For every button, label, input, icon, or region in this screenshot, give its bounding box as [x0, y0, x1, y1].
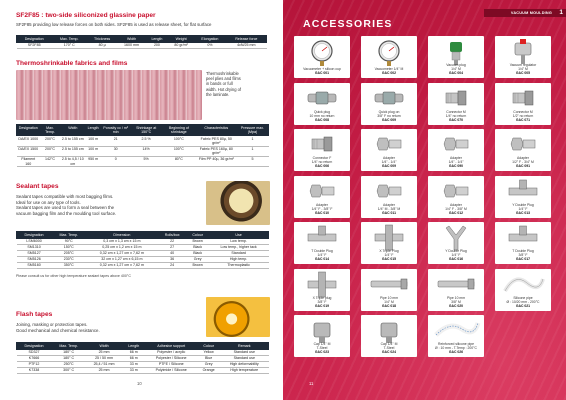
table-cell: 22 — [158, 238, 187, 244]
table-cell: 5% — [131, 156, 162, 166]
accessory-card — [495, 129, 551, 171]
thermo-side-line: Thermoshrinkable — [206, 71, 239, 76]
table-header-cell: Shrinkage at 150°C — [131, 125, 162, 136]
accessory-code: GAC 002 — [381, 71, 397, 76]
table-header-cell: Rolls/box — [158, 232, 187, 239]
gauge-icon — [361, 36, 417, 68]
table-header-cell: Porosity cc / m² min — [101, 125, 131, 136]
table-cell: Brown — [186, 238, 208, 244]
accessory-card — [495, 176, 551, 218]
accessory-label: Vacuum plug — [446, 63, 466, 68]
accessory-card — [294, 129, 350, 171]
accessory-caption — [428, 204, 484, 216]
accessory-label: Y Double Plug — [512, 202, 534, 207]
table-cell: High temp. — [209, 256, 269, 262]
flash-title: Flash tapes — [16, 311, 53, 318]
thermo-table — [16, 124, 269, 167]
table-header-cell: Max. Temp. — [52, 343, 86, 350]
accessory-caption — [361, 157, 417, 169]
table-cell: 1600 mm — [118, 42, 146, 48]
table-cell: 200°C — [40, 146, 60, 156]
table-cell: Polyester / Silicone — [145, 355, 197, 361]
thermo-side-line: the laminate. — [206, 91, 230, 97]
accessory-label: 1/4" F — [518, 206, 528, 211]
accessory-card — [428, 269, 484, 311]
table-cell: 25 mm — [86, 367, 123, 373]
accessory-caption — [294, 250, 350, 262]
table-header-cell: Beginning of shrinkage — [162, 125, 197, 136]
accessory-label: 1/2" F - 3/4" M — [512, 160, 534, 165]
accessory-label: Cap 1/4" M — [313, 342, 331, 347]
table-cell: 2.5 % — [131, 136, 162, 146]
table-row — [17, 146, 269, 156]
table-cell: SM5127 — [17, 250, 52, 256]
accessory-code: GAC 015 — [381, 257, 397, 262]
accessory-code: GAC 009 — [381, 164, 397, 169]
table-cell: High deformability — [220, 361, 268, 367]
table-header-cell: Designation — [17, 36, 52, 43]
table-cell: Orange — [197, 367, 220, 373]
table-cell: Polyimide / Silicone — [145, 367, 197, 373]
accessory-caption — [495, 250, 551, 262]
accessory-label: 1/4" F — [317, 253, 327, 258]
table-cell: 36 — [158, 256, 187, 262]
accessory-code: GAC 070 — [448, 117, 464, 122]
accessory-label: Ø : 10 mm - T.Temp : 200°C — [435, 346, 477, 351]
table-header-cell: Colour — [186, 232, 208, 239]
table-cell: Fabric PES 80µ, 50 gr/m² — [196, 136, 236, 146]
accessory-label: T Double Plug — [311, 249, 333, 254]
table-header-cell: Designation — [17, 125, 41, 136]
sealant-note: Please consult us for other high temperature sealant tapes above 400°C — [16, 274, 131, 278]
table-cell: 25 / 50 mm — [86, 355, 123, 361]
accessory-card — [361, 83, 417, 125]
table-header-cell: Width — [60, 125, 86, 136]
table-cell: 0,32 cm x 1,27 cm x 7,62 m — [86, 250, 158, 256]
table-cell: 2.5 to 4,5 / 10 cm — [61, 157, 84, 166]
accessory-caption — [361, 250, 417, 262]
accessory-caption — [361, 343, 417, 355]
accessory-code: GAC 001 — [314, 71, 330, 76]
thermo-side-line: width. Hot drying of — [206, 86, 242, 92]
table-cell: Standard use — [220, 349, 268, 355]
accessory-label: 3/8" M — [451, 299, 461, 304]
accessory-code: GAC 011 — [382, 210, 396, 215]
table-cell: 90°C — [52, 238, 86, 244]
accessory-card — [428, 222, 484, 264]
accessory-code: GAC 013 — [515, 210, 531, 215]
accessory-caption — [495, 204, 551, 216]
accessory-label: Pipe 10 mm — [379, 295, 399, 300]
accessory-caption — [294, 68, 350, 76]
table-cell: 27 — [158, 244, 187, 250]
accessory-card — [294, 83, 350, 125]
thermo-side-line: in bands or full — [206, 81, 233, 87]
accessory-label: 1/4" M — [384, 299, 394, 304]
accessory-code: GAC 005 — [515, 71, 531, 76]
accessory-card — [294, 269, 350, 311]
accessory-card — [495, 83, 551, 125]
accessory-caption — [495, 297, 551, 309]
table-header-cell: Characteristics — [196, 125, 236, 136]
table-cell: 300° C — [52, 367, 86, 373]
accessory-code: GAC 091 — [515, 164, 531, 169]
accessory-card — [495, 36, 551, 78]
table-cell: 0 — [101, 156, 131, 166]
accessory-caption — [495, 157, 551, 169]
table-cell: SM1310 — [17, 244, 52, 250]
accessory-caption — [428, 157, 484, 169]
accessory-label: T-Steel — [383, 346, 395, 351]
accessory-card — [428, 176, 484, 218]
table-row — [17, 156, 269, 166]
accessory-caption — [294, 111, 350, 123]
accessory-label: 1/4" F - 3/8" F — [311, 206, 333, 211]
table-header-cell: Width — [118, 36, 146, 43]
accessory-label: 1/4" F — [451, 253, 461, 258]
table-header-cell: Designation — [17, 343, 52, 350]
accessory-label: Silicone pipe — [513, 295, 533, 300]
accessory-card — [428, 315, 484, 357]
table-cell: 1 — [237, 146, 269, 156]
accessory-label: 1/4" no return — [311, 160, 333, 165]
accessory-card — [294, 315, 350, 357]
accessory-card — [428, 129, 484, 171]
accessory-label: Adapter — [517, 156, 529, 161]
table-cell: 350°C — [52, 263, 86, 269]
table-cell: Low temp., higher tack — [209, 244, 269, 250]
table-row — [17, 367, 269, 373]
table-cell: 0,25 cm x 1,2 cm x 15 m — [86, 244, 158, 250]
table-cell: Filament 160 — [17, 156, 41, 166]
accessory-caption — [361, 68, 417, 76]
accessory-label: Adapter — [316, 202, 328, 207]
sealant-line: Ideal for use on any type of tools. — [16, 199, 81, 205]
table-cell: 2.5 to 155 cm — [60, 146, 86, 156]
accessory-card — [495, 222, 551, 264]
table-cell: K7666 — [17, 355, 52, 361]
table-cell: 30 — [101, 146, 131, 156]
accessory-code: GAC 018 — [381, 303, 397, 308]
accessory-label: 1/4" - 1/4" — [381, 160, 397, 165]
table-cell: Standard — [209, 250, 269, 256]
table-cell: 66 m — [122, 355, 145, 361]
accessory-label: Vacuum regulator — [509, 63, 537, 68]
table-cell: 33 m — [122, 361, 145, 367]
accessory-label: 3/8" F — [317, 299, 327, 304]
table-cell: 80°C — [162, 156, 197, 166]
flash-line: Good mechanical and chemical resistance. — [16, 327, 100, 333]
accessory-label: Connector M — [446, 109, 466, 114]
table-header-cell: Max. Temp. — [52, 232, 86, 239]
table-cell: 21 — [101, 136, 131, 146]
table-row — [17, 263, 269, 269]
sealant-table — [16, 231, 269, 269]
table-cell: K7338 — [17, 367, 52, 373]
table-header-cell: Elongation — [194, 36, 226, 43]
sealant-description — [16, 194, 186, 216]
table-cell: Grey — [186, 256, 208, 262]
accessory-card — [361, 315, 417, 357]
table-header-cell: Colour — [197, 343, 220, 350]
accessory-code: GAC 004 — [448, 71, 464, 76]
accessory-code: GAC 009 — [381, 117, 397, 122]
accessory-card — [495, 269, 551, 311]
table-cell: 40 — [158, 250, 187, 256]
table-cell: 14% — [131, 146, 162, 156]
table-cell: 100°C — [162, 136, 197, 146]
table-cell: DA/EX 1000 — [17, 136, 41, 146]
accessory-caption — [428, 343, 484, 355]
table-cell: Film PP 40µ, 36 gr/m² — [196, 156, 236, 166]
accessory-label: Vacuometer 1/4" M — [374, 67, 404, 72]
table-row — [17, 136, 269, 146]
table-cell: Grey — [197, 361, 220, 367]
table-cell: Low temp. — [209, 238, 269, 244]
table-cell: 25,4 / 51 mm — [86, 361, 123, 367]
table-cell: 0,3 cm x 1,3 cm x 15 m — [86, 238, 158, 244]
table-header-cell: Dimension — [86, 232, 158, 239]
table-cell: 142°C — [40, 156, 60, 166]
table-cell: 180° C — [52, 355, 86, 361]
accessory-caption — [495, 111, 551, 123]
accessory-label: T-Steel — [316, 346, 328, 351]
accessory-caption — [361, 204, 417, 216]
accessory-caption — [428, 250, 484, 262]
sealant-line: vacuum bagging film and the moulding tool surface. — [16, 210, 117, 216]
table-header-cell: Use — [209, 232, 269, 239]
table-cell: PTFE / Silicone — [145, 361, 197, 367]
accessory-code: GAC 020 — [448, 303, 464, 308]
accessory-card — [294, 176, 350, 218]
accessory-label: Vacuometer + silicon cup — [303, 67, 341, 72]
flash-line: Joining, masking or protection tapes. — [16, 322, 88, 327]
right-page-number: 11 — [309, 381, 314, 386]
accessory-card — [428, 36, 484, 78]
accessory-label: 1/4" F — [384, 253, 394, 258]
accessory-label: 1/4" no return — [445, 113, 467, 118]
table-header-cell: Max. Temp. — [40, 125, 60, 136]
accessory-code: GAC 008 — [314, 117, 330, 122]
accessory-code: GAC 016 — [448, 257, 464, 262]
table-cell: SD327 — [17, 349, 52, 355]
table-header-cell: Pressure max. (Mpa) — [237, 125, 269, 136]
accessory-label: Connector F — [312, 156, 332, 161]
table-cell: Blue — [197, 355, 220, 361]
accessory-code: GAC 014 — [314, 257, 330, 262]
accessory-label: Adapter — [383, 156, 395, 161]
table-cell: 0,32 cm x 1,27 cm x 7,62 m — [86, 263, 158, 269]
accessory-caption — [294, 204, 350, 216]
accessory-label: Cap 1/4" M — [380, 342, 398, 347]
table-cell: High temperature — [220, 367, 268, 373]
sealant-line: Sealant tapes compatible with most bagging films. — [16, 194, 114, 199]
sf2f85-title: SF2F85 : two-side siliconized glassine paper — [16, 12, 156, 19]
table-header-cell: Length — [86, 125, 101, 136]
right-page — [283, 0, 566, 400]
accessory-label: X Triple Plug — [379, 249, 399, 254]
table-cell: Standard use — [220, 355, 268, 361]
accessory-code: GAC 023 — [314, 350, 330, 355]
table-cell: 205°C — [52, 250, 86, 256]
flash-description — [16, 322, 196, 333]
table-cell: Fabric PES 160µ, 80 gr/m² — [196, 146, 236, 156]
accessory-code: GAC 021 — [515, 303, 531, 308]
table-cell: 230°C — [52, 256, 86, 262]
accessory-caption — [361, 297, 417, 309]
table-cell: PTF12 — [17, 361, 52, 367]
accessory-code: GAC 010 — [314, 210, 330, 215]
table-cell: 100 m — [86, 146, 101, 156]
left-page-number: 10 — [137, 381, 142, 386]
accessory-code: GAC 026 — [448, 350, 464, 355]
accessories-title: ACCESSORIES — [303, 18, 393, 30]
table-cell: 33 m — [122, 367, 145, 373]
accessory-code: GAC 071 — [515, 117, 531, 122]
table-cell: 250°C — [52, 361, 86, 367]
flash-table — [16, 342, 269, 374]
accessory-label: 1/2" no return — [512, 113, 534, 118]
table-cell: DA/EX 1500 — [17, 146, 41, 156]
table-cell: 25 mm — [86, 349, 123, 355]
accessory-caption — [294, 343, 350, 355]
table-cell: 2.5 to 155 cm — [60, 136, 86, 146]
table-cell: Black — [186, 250, 208, 256]
table-cell: 100 m — [86, 136, 101, 146]
accessory-label: Quick plug on — [378, 109, 400, 114]
table-row — [17, 42, 267, 48]
table-cell: SF2F85 — [17, 42, 52, 48]
table-cell: Polyester / acrylic — [145, 349, 197, 355]
accessory-caption — [428, 64, 484, 76]
sealant-title: Sealant tapes — [16, 183, 59, 190]
accessory-card — [428, 83, 484, 125]
sf2f85-table — [16, 35, 267, 49]
table-header-cell: Thickness — [87, 36, 118, 43]
accessory-caption — [428, 111, 484, 123]
accessory-code: GAC 019 — [314, 303, 330, 308]
accessory-card — [361, 176, 417, 218]
accessory-code: GAC 017 — [515, 257, 531, 262]
table-cell: 180° C — [52, 349, 86, 355]
table-header-cell: Adhesive support — [145, 343, 197, 350]
accessory-label: Quick plug — [313, 109, 331, 114]
table-cell: Thermoplastic — [209, 263, 269, 269]
table-cell: 200 — [145, 42, 168, 48]
table-cell: 80 gr/m² — [169, 42, 194, 48]
accessory-code: GAC 012 — [448, 210, 464, 215]
accessory-label: 3/8" F no return — [377, 113, 401, 118]
accessory-label: 3/8" F — [518, 253, 528, 258]
accessory-label: Adapter — [450, 156, 462, 161]
accessory-label: 1/4" F - 3/8" M — [445, 206, 467, 211]
table-header-cell: Release force — [226, 36, 266, 43]
accessory-label: Reinforced silicone pipe — [438, 342, 474, 347]
table-cell: 0% — [194, 42, 226, 48]
header-band-label: VACUUM MOULDING — [510, 10, 552, 15]
accessory-label: T Double Plug — [512, 249, 534, 254]
table-cell: 24 — [158, 263, 187, 269]
accessory-label: 10 mm no return — [309, 113, 335, 118]
sf2f85-description: SF2F85 providing low release forces on both sides. SF2F85 is used as release sheet, for flat surface — [16, 22, 212, 27]
table-cell: 150°C — [52, 244, 86, 250]
table-cell: Brown — [186, 263, 208, 269]
table-cell: 100°C — [162, 146, 197, 156]
table-cell: 950 m — [86, 156, 101, 166]
table-cell: Black — [186, 244, 208, 250]
accessory-card — [294, 222, 350, 264]
accessory-label: Adapter — [383, 202, 395, 207]
table-cell: 66 m — [122, 349, 145, 355]
table-header-cell: Designation — [17, 232, 52, 239]
accessory-label: Y Double Plug — [445, 249, 467, 254]
accessory-label: Adapter — [450, 202, 462, 207]
table-header-cell: Length — [122, 343, 145, 350]
table-cell: LSM6000 — [17, 238, 52, 244]
table-header-cell: Weight — [169, 36, 194, 43]
flash-tape-photo — [206, 297, 270, 337]
accessory-code: GAC 090 — [448, 164, 464, 169]
thermo-side-line: peel plies and films — [206, 76, 241, 82]
table-cell: 5 — [237, 156, 269, 166]
table-cell: 32 cm x 1,27 cm x 6,15 m — [86, 256, 158, 262]
header-band-number: 1 — [559, 8, 563, 16]
accessory-card — [361, 36, 417, 78]
accessory-caption — [495, 64, 551, 76]
thermo-fabric-photo — [16, 70, 202, 120]
accessory-card — [361, 129, 417, 171]
table-cell: 200°C — [40, 136, 60, 146]
table-cell: 4cN/25 mm — [226, 42, 266, 48]
table-cell: 170° C — [52, 42, 87, 48]
thermo-title: Thermoshrinkable fabrics and films — [16, 60, 128, 67]
accessory-card — [361, 269, 417, 311]
table-cell: 80 µ — [87, 42, 118, 48]
accessory-card — [294, 36, 350, 78]
accessory-label: 1/4" M — [451, 67, 461, 72]
table-cell: 1 — [237, 136, 269, 146]
sealant-tape-photo — [206, 181, 270, 225]
table-header-cell: Remark — [220, 343, 268, 350]
accessory-code: GAC 006 — [314, 164, 330, 169]
table-header-cell: Width — [86, 343, 123, 350]
accessory-caption — [294, 297, 350, 309]
accessory-label: Ø : 10/20 mm - 200°C — [506, 299, 540, 304]
accessory-code: GAC 024 — [381, 350, 397, 355]
table-cell: Yellow — [197, 349, 220, 355]
table-header-cell: Max. Temp. — [52, 36, 87, 43]
accessory-label: Connector M — [513, 109, 533, 114]
thermo-side-text — [206, 71, 276, 97]
accessory-caption — [361, 111, 417, 123]
table-header-cell: Length — [145, 36, 168, 43]
accessory-caption — [294, 157, 350, 169]
gauge-icon — [294, 36, 350, 68]
accessory-label: 1/4" M - 3/8" M — [377, 206, 401, 211]
accessory-card — [361, 222, 417, 264]
accessory-label: Pipe 10 mm — [446, 295, 466, 300]
accessory-label: 1/4" M — [518, 67, 528, 72]
accessory-label: 1/4" - 1/4" — [448, 160, 464, 165]
table-cell: SM5160 — [17, 263, 52, 269]
table-cell: SM5126 — [17, 256, 52, 262]
accessory-caption — [428, 297, 484, 309]
accessory-label: X Triple plug — [312, 295, 332, 300]
sealant-line: Sealant tapes are used to form a seal between the — [16, 205, 115, 211]
